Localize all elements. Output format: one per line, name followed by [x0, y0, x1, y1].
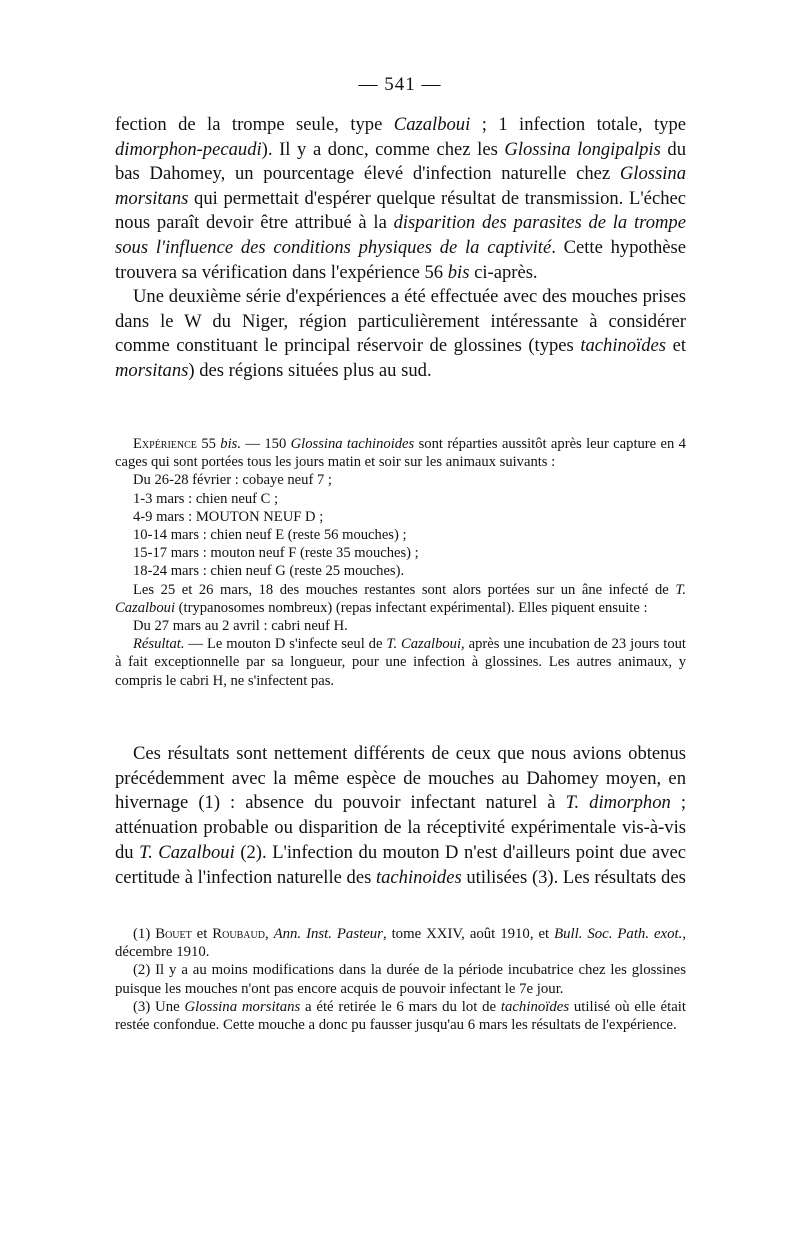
italic-run: disparition des parasites de la trompe sous l'influence des conditions physiques de la captivité	[115, 212, 686, 258]
schedule-item: 15-17 mars : mouton neuf F (reste 35 mouches) ;	[133, 545, 419, 562]
experiment-heading: Expérience	[133, 436, 197, 452]
text-run: utilisé où elle était restée confondue. Cette mouche a donc pu fausser jusqu'au 6 mars les résultats de l'expérience.	[115, 998, 686, 1034]
italic-run: T. Cazalboui	[115, 581, 686, 616]
result-label: Résultat.	[133, 636, 185, 653]
experiment-bis: bis.	[220, 436, 241, 452]
italic-run: tachinoïdes	[500, 998, 570, 1015]
text-run: et	[191, 926, 213, 942]
text-run: fection de la trompe seule, type	[115, 114, 394, 135]
text-run: ; atténuation probable ou disparition de la réceptivité expérimentale vis-à-vis du	[115, 792, 686, 863]
italic-run: T. dimorphon	[565, 792, 671, 814]
footnote-1	[115, 925, 686, 961]
italic-run: dimorphon-pecaudi	[115, 138, 262, 160]
main-text	[115, 113, 686, 384]
italic-run: Ann. Inst. Pasteur	[273, 926, 383, 942]
result-text	[115, 636, 686, 688]
text-run: ; 1 infection totale, type	[470, 114, 686, 135]
text-run: Ces résultats sont nettement différents de ceux que nous avions obtenus précédemment avec la même espèce de mouches au Dahomey moyen, en hivernage (1) : absence du pouvoir infectant naturel à	[115, 743, 686, 814]
text-run: (1)	[133, 926, 156, 942]
italic-run: tachinoides	[375, 866, 462, 888]
footnote-3	[115, 998, 686, 1034]
text-run: a été retirée le 6 mars du lot de	[300, 998, 501, 1015]
text-run: ci-après.	[469, 261, 538, 283]
conclusion-block	[115, 742, 686, 890]
italic-run: Glossina tachinoides	[290, 436, 415, 452]
transfer-paragraph	[115, 581, 686, 617]
italic-run: T. Cazalboui	[139, 841, 235, 863]
text-run: (2). L'infection du mouton D n'est d'ailleurs point due avec certitude à l'infection naturelle des	[115, 841, 686, 888]
result-paragraph	[115, 635, 686, 690]
paragraph-1	[115, 113, 686, 285]
smallcaps-run: Bouet	[155, 926, 192, 942]
smallcaps-run: Roubaud	[212, 926, 265, 942]
text-run: (2) Il y a au moins modifications dans la durée de la période incubatrice chez les glossines puisque les mouches n'ont pas encore acquis de pouvoir infectant le 7e jour.	[115, 962, 686, 997]
experiment-intro	[115, 435, 686, 471]
schedule-list	[115, 471, 686, 580]
text-run: (trypanosomes nombreux) (repas infectant expérimental). Elles piquent ensuite :	[175, 599, 648, 616]
footnote-2	[115, 961, 686, 997]
text-run: — Le mouton D s'infecte seul de	[184, 636, 387, 653]
text-run: , tome XXIV, août 1910, et	[382, 926, 555, 942]
experiment-block	[115, 435, 686, 690]
italic-run: T. Cazalboui	[386, 636, 462, 653]
page-number: — 541 —	[358, 74, 442, 95]
text-run: — 150	[240, 436, 291, 452]
final-schedule: Du 27 mars au 2 avril : cabri neuf H.	[133, 618, 348, 635]
text-run: utilisées (3). Les résultats des	[461, 866, 686, 888]
italic-run: bis	[447, 261, 470, 283]
italic-run: Glossina morsitans	[184, 998, 301, 1015]
schedule-item: 10-14 mars : chien neuf E (reste 56 mouches) ;	[133, 527, 407, 544]
schedule-item: 4-9 mars : MOUTON NEUF D ;	[133, 508, 324, 525]
text-run: sont réparties aussitôt après leur capture en 4 cages qui sont portées tous les jours matin et soir sur les animaux suivants :	[115, 436, 686, 471]
italic-run: tachinoïdes	[580, 335, 667, 357]
italic-run: Bull. Soc. Path. exot.	[554, 926, 683, 942]
italic-run: morsitans	[115, 359, 189, 381]
schedule-item: 1-3 mars : chien neuf C ;	[133, 490, 279, 507]
text-run: , décembre 1910.	[115, 926, 687, 961]
text-run: , après une incubation de 23 jours tout à fait exceptionnelle par sa longueur, pour une infection à glossines. Les autres animaux, y compris le cabri H, ne s'infectent pas.	[115, 636, 686, 689]
conclusion-paragraph	[115, 742, 686, 890]
text-run: ). Il y a donc, comme chez les	[261, 138, 505, 160]
text-run: Les 25 et 26 mars, 18 des mouches restantes sont alors portées sur un âne infecté de	[133, 581, 676, 598]
text-run: du bas Dahomey, un pourcentage élevé d'infection naturelle chez	[115, 138, 686, 185]
text-run: qui permettait d'espérer quelque résultat de transmission. L'échec nous paraît devoir être attribué à la	[115, 187, 686, 234]
italic-run: Glossina morsitans	[115, 163, 686, 209]
text-run: Une deuxième série d'expériences a été effectuée avec des mouches prises dans le W du Niger, région particulièrement intéressante à considérer comme constituant le principal réservoir de glossines (types	[115, 286, 686, 357]
text-run: ) des régions situées plus au sud.	[188, 359, 432, 381]
text-run: . Cette hypothèse trouvera sa vérification dans l'expérience 56	[115, 236, 686, 283]
text-run: ,	[264, 926, 274, 942]
text-run: et	[666, 335, 686, 357]
text-run: (3) Une	[133, 998, 185, 1015]
footnotes	[115, 925, 686, 1034]
italic-run: Cazalboui	[393, 114, 471, 135]
schedule-item: 18-24 mars : chien neuf G (reste 25 mouches).	[133, 563, 405, 580]
experiment-number: 55	[201, 436, 216, 452]
paragraph-2	[115, 285, 686, 383]
schedule-item: Du 26-28 février : cobaye neuf 7 ;	[133, 472, 332, 489]
italic-run: Glossina longipalpis	[504, 138, 661, 160]
